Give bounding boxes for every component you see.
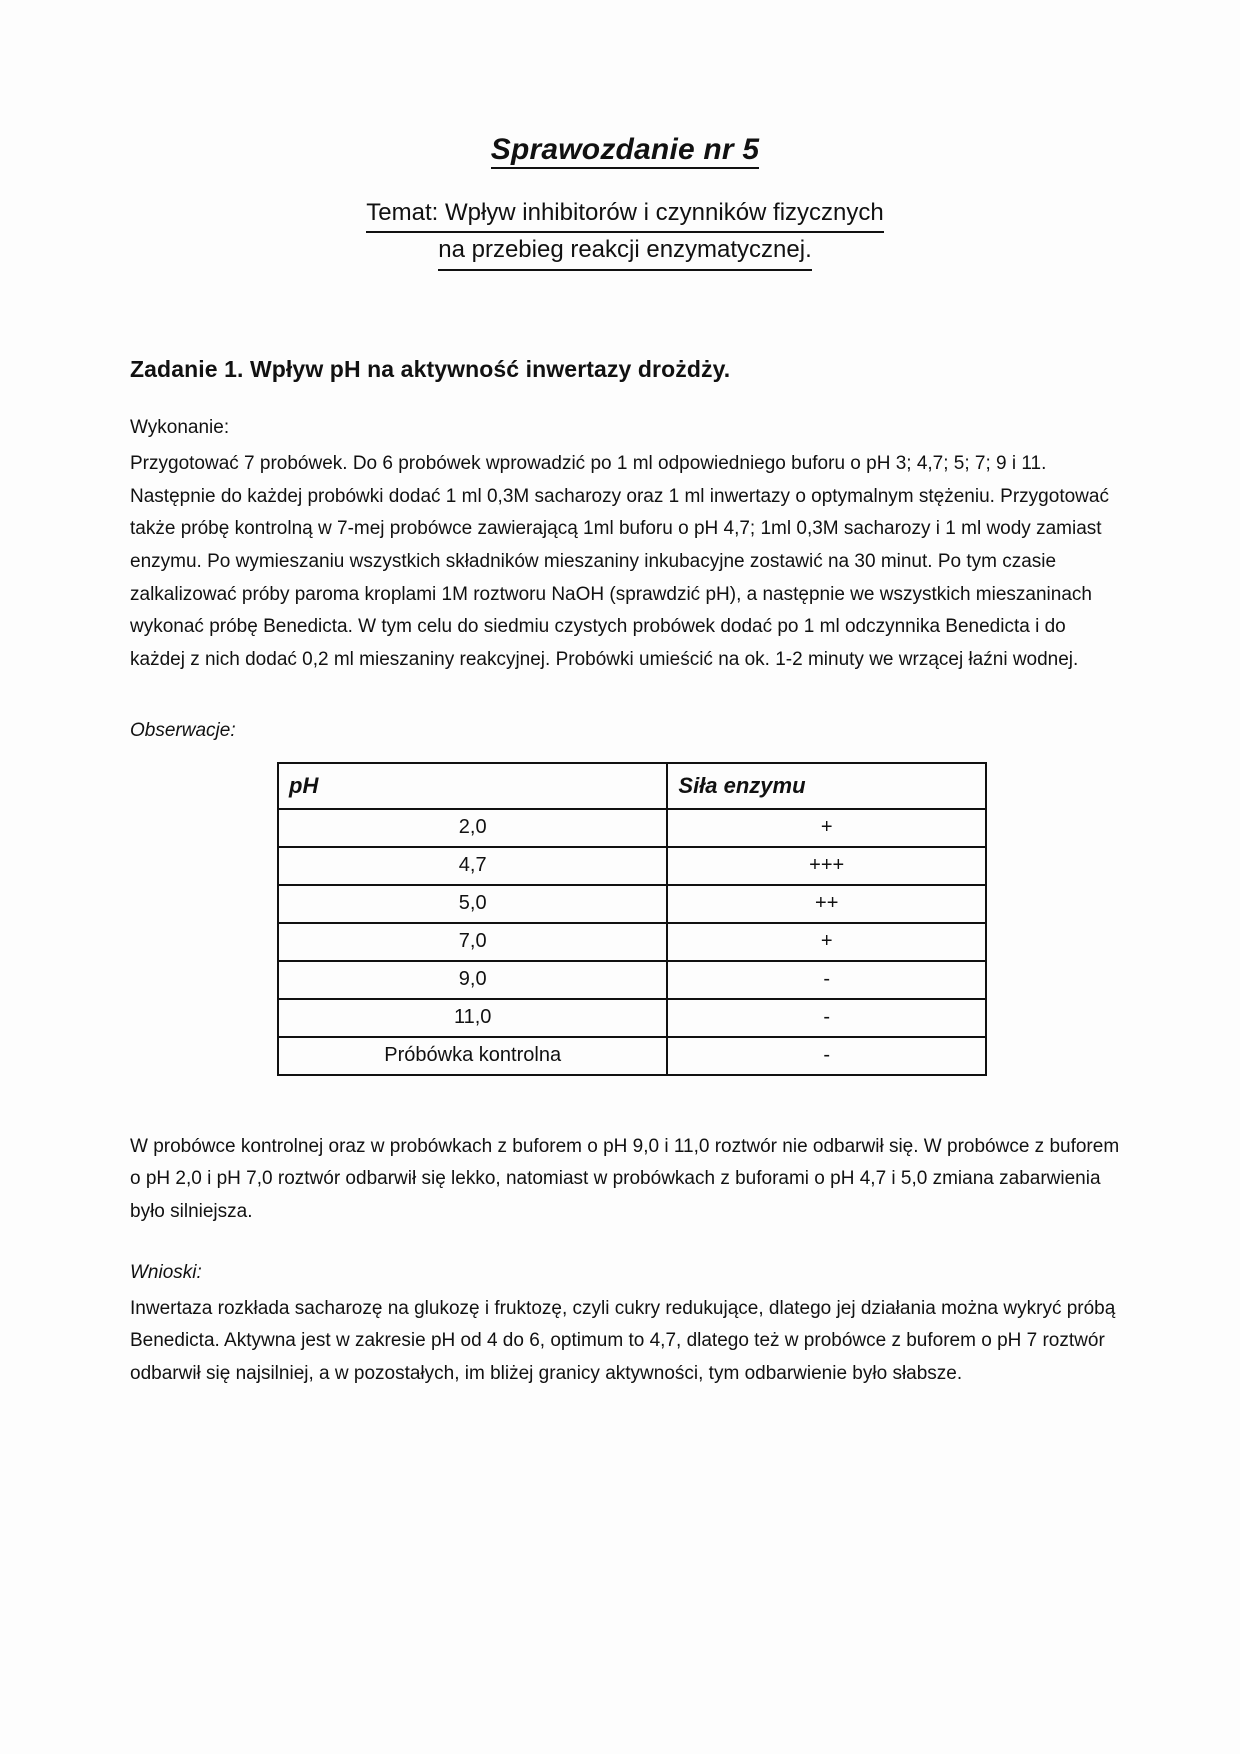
observations-table — [277, 762, 987, 1076]
table-row — [278, 809, 986, 847]
spacer-before-observations — [130, 677, 1120, 721]
observations-label: Obserwacje: — [130, 719, 236, 741]
observations-table-wrapper — [130, 740, 1120, 1076]
table-row — [278, 999, 986, 1037]
observations-text: W probówce kontrolnej oraz w probówkach z buforem o pH 9,0 i 11,0 roztwór nie odbarwił się. W probówce z buforem o pH 2,0 i pH 7,0 roztwór odbarwił się lekko, natomiast w probówkach z buforami o pH 4,7 i 5,0 zmiana zabarwienia było silniejsza. — [130, 1135, 1120, 1223]
subtitle-line-1: Temat: Wpływ inhibitorów i czynników fizycznych — [366, 196, 884, 234]
table-header-ph: pH — [278, 763, 667, 809]
cell-ph: 5,0 — [278, 885, 667, 923]
document-subtitle — [130, 168, 1120, 272]
cell-ph: 2,0 — [278, 809, 667, 847]
document-content — [130, 0, 1120, 1391]
table-row — [278, 885, 986, 923]
subtitle-line-2: na przebieg reakcji enzymatycznej. — [438, 233, 812, 271]
procedure-label: Wykonanie: — [130, 417, 230, 439]
table-row — [278, 923, 986, 961]
table-row — [278, 961, 986, 999]
cell-force: - — [667, 999, 986, 1037]
cell-force: ++ — [667, 885, 986, 923]
cell-force: + — [667, 809, 986, 847]
cell-ph: 9,0 — [278, 961, 667, 999]
page-title — [130, 0, 1120, 168]
spacer-before-conclusions — [130, 1229, 1120, 1263]
task-heading: Zadanie 1. Wpływ pH na aktywność inwertazy drożdży. — [130, 356, 731, 383]
cell-ph: 11,0 — [278, 999, 667, 1037]
table-row — [278, 1037, 986, 1075]
table-row — [278, 847, 986, 885]
cell-force: + — [667, 923, 986, 961]
cell-force: - — [667, 961, 986, 999]
cell-force: - — [667, 1037, 986, 1075]
cell-force: +++ — [667, 847, 986, 885]
page-title-text: Sprawozdanie nr 5 — [491, 133, 759, 169]
cell-ph: Próbówka kontrolna — [278, 1037, 667, 1075]
conclusions-label: Wnioski: — [130, 1261, 202, 1283]
table-header-row — [278, 763, 986, 809]
spacer-after-table — [130, 1076, 1120, 1120]
cell-ph: 4,7 — [278, 847, 667, 885]
procedure-text: Przygotować 7 probówek. Do 6 probówek wprowadzić po 1 ml odpowiedniego buforu o pH 3; 4,7; 5; 7; 9 i 11. Następnie do każdej probówki dodać 1 ml 0,3M sacharozy oraz 1 ml inwertazy o optymalnym stężeniu. Przygotować także próbę kontrolną w 7-mej probówce zawierającą 1ml buforu o pH 4,7; 1ml 0,3M sacharozy i 1 ml wody zamiast enzymu. Po wymieszaniu wszystkich składników mieszaniny inkubacyjne zostawić na 30 minut. Po tym czasie zalkalizować próby paroma kroplami 1M roztworu NaOH (sprawdzić pH), a następnie we wszystkich mieszaninach wykonać próbę Benedicta. W tym celu do siedmiu czystych probówek dodać po 1 ml odczynnika Benedicta i do każdej z nich dodać 0,2 ml mieszaniny reakcyjnej. Probówki umieścić na ok. 1-2 minuty we wrzącej łaźni wodnej. — [130, 453, 1109, 671]
conclusions-text: Inwertaza rozkłada sacharozę na glukozę i fruktozę, czyli cukry redukujące, dlatego jej działania można wykryć próbą Benedicta. Aktywna jest w zakresie pH od 4 do 6, optimum to 4,7, dlatego też w probówce z buforem o pH 7 roztwór odbarwił się najsilniej, a w pozostałych, im bliżej granicy aktywności, tym odbarwienie było słabsze. — [130, 1297, 1116, 1385]
table-header-force: Siła enzymu — [667, 763, 986, 809]
cell-ph: 7,0 — [278, 923, 667, 961]
